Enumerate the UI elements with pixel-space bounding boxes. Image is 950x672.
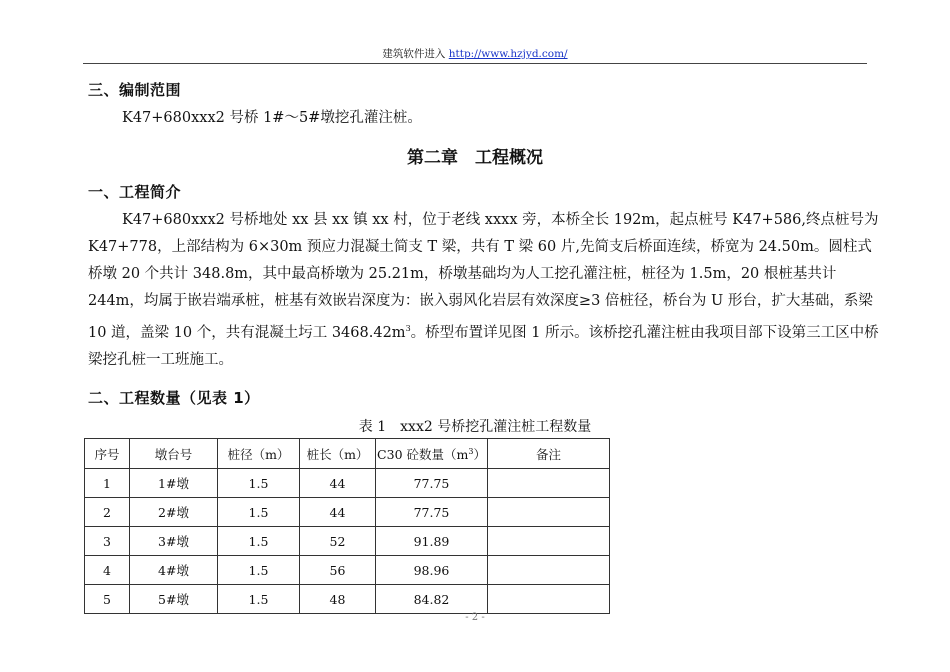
- quantity-heading: 二、工程数量（见表 1）: [88, 389, 260, 407]
- cell-volume: 77.75: [376, 498, 488, 527]
- cell-remark: [488, 585, 610, 614]
- table-row: [85, 556, 610, 585]
- intro-heading: 一、工程简介: [88, 183, 182, 201]
- table-caption: 表 1 xxx2 号桥挖孔灌注桩工程数量: [358, 419, 592, 435]
- cell-volume: 77.75: [376, 469, 488, 498]
- header-link[interactable]: http://www.hzjyd.com/: [448, 48, 568, 60]
- cell-diameter: 1.5: [218, 527, 300, 556]
- scope-heading: 三、编制范围: [88, 81, 182, 99]
- col-volume-close: ）: [473, 446, 486, 462]
- cell-volume: 98.96: [376, 556, 488, 585]
- col-pier: 墩台号: [130, 439, 218, 469]
- col-length: 桩长（m）: [300, 439, 376, 469]
- page-number: - 2 -: [465, 612, 485, 623]
- header-rule: [83, 63, 867, 64]
- cell-pier: 2#墩: [130, 498, 218, 527]
- cell-no: 1: [85, 469, 130, 498]
- intro-sup: 3: [405, 324, 411, 333]
- cell-diameter: 1.5: [218, 498, 300, 527]
- intro-text-1: K47+680xxx2 号桥地处 xx 县 xx 镇 xx 村，位于老线 xxxx 旁，本桥全长 192m，起点桩号 K47+586,终点桩号为 K47+778，上部结构为 6×30m 预应力混凝土简支 T 梁，共有 T 梁 60 片,先简支后桥面连续，桥宽为 24.50m。圆柱式桥墩 20 个共计 348.8m，其中最高桥墩为 25.21m，桥墩基础均为人工挖孔灌注桩，桩径为 1.5m，20 根桩基共计 244m，均属于嵌岩端承桩，桩基有效嵌岩深度为：嵌入弱风化岩层有效深度≥3 倍桩径，桥台为 U 形台，扩大基础，系梁 10 道，盖梁 10 个，共有混凝土圬工 3468.42m: [88, 212, 879, 341]
- cell-pier: 4#墩: [130, 556, 218, 585]
- cell-remark: [488, 498, 610, 527]
- header-label: 建筑软件进入: [382, 48, 446, 60]
- cell-diameter: 1.5: [218, 556, 300, 585]
- cell-length: 52: [300, 527, 376, 556]
- col-diameter: 桩径（m）: [218, 439, 300, 469]
- table-row: [85, 469, 610, 498]
- cell-diameter: 1.5: [218, 469, 300, 498]
- col-no: 序号: [85, 439, 130, 469]
- cell-no: 3: [85, 527, 130, 556]
- cell-no: 2: [85, 498, 130, 527]
- cell-pier: 1#墩: [130, 469, 218, 498]
- cell-remark: [488, 556, 610, 585]
- table-header-row: [85, 439, 610, 469]
- page-header: [0, 46, 950, 61]
- col-volume: [376, 439, 488, 469]
- cell-pier: 5#墩: [130, 585, 218, 614]
- cell-length: 48: [300, 585, 376, 614]
- table-row: [85, 527, 610, 556]
- cell-pier: 3#墩: [130, 527, 218, 556]
- chapter-title: 第二章 工程概况: [407, 148, 543, 168]
- cell-length: 56: [300, 556, 376, 585]
- intro-text-2: 。桥型布置详见图 1 所示。该桥挖孔灌注桩由我项目部下设第三工区中桥梁挖孔桩一工班施工。: [88, 324, 879, 368]
- cell-length: 44: [300, 498, 376, 527]
- col-volume-sup: 3: [468, 446, 474, 456]
- cell-remark: [488, 469, 610, 498]
- cell-diameter: 1.5: [218, 585, 300, 614]
- col-remark: 备注: [488, 439, 610, 469]
- cell-length: 44: [300, 469, 376, 498]
- cell-volume: 91.89: [376, 527, 488, 556]
- col-volume-label: C30 砼数量（m: [377, 446, 469, 462]
- table-row: [85, 498, 610, 527]
- table-row: [85, 585, 610, 614]
- cell-remark: [488, 527, 610, 556]
- intro-paragraph: [88, 207, 880, 374]
- scope-text: K47+680xxx2 号桥 1#～5#墩挖孔灌注桩。: [122, 110, 422, 126]
- cell-no: 5: [85, 585, 130, 614]
- quantity-table: [84, 438, 610, 614]
- cell-volume: 84.82: [376, 585, 488, 614]
- cell-no: 4: [85, 556, 130, 585]
